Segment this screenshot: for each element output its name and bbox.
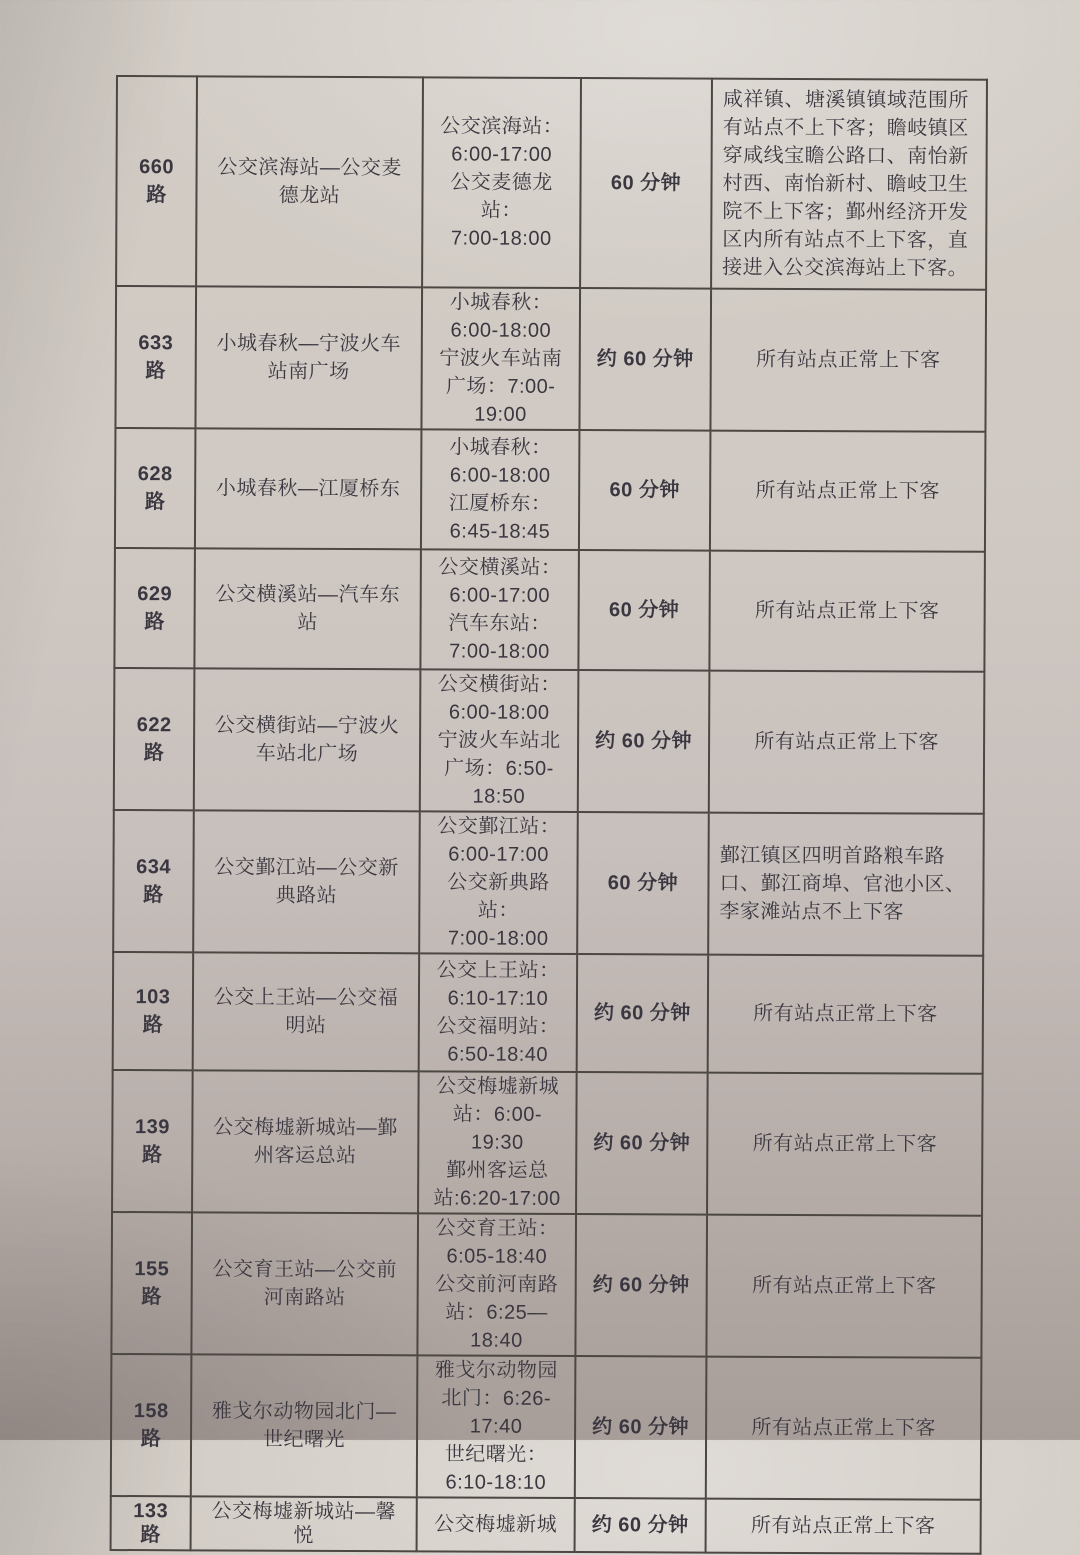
- bus-route-table: [110, 75, 986, 1555]
- route-number-cell: 633 路: [115, 286, 196, 428]
- table-row: [114, 668, 985, 814]
- route-number-cell: 622 路: [114, 668, 195, 810]
- note-cell: 所有站点正常上下客: [707, 1073, 983, 1216]
- route-number-cell: 103 路: [113, 952, 194, 1070]
- table-row: [113, 810, 984, 956]
- service-hours-cell: 小城春秋： 6:00-18:00 宁波火车站南广场：7:00-19:00: [421, 287, 580, 430]
- table-row: [115, 428, 986, 552]
- note-cell: 所有站点正常上下客: [709, 671, 985, 814]
- route-name-cell: 公交梅墟新城站—鄞州客运总站: [192, 1070, 419, 1213]
- route-name-cell: 公交鄞江站—公交新典路站: [193, 810, 420, 953]
- table-row: [114, 548, 985, 672]
- route-name-cell: 公交梅墟新城站—馨悦: [191, 1496, 417, 1551]
- interval-cell: 约 60 分钟: [577, 954, 709, 1073]
- route-name-cell: 小城春秋—宁波火车站南广场: [195, 286, 422, 429]
- route-name-cell: 小城春秋—江厦桥东: [195, 428, 422, 549]
- route-name-cell: 公交育王站—公交前河南路站: [191, 1212, 418, 1355]
- note-cell: 所有站点正常上下客: [710, 431, 986, 552]
- table-row: [111, 1212, 982, 1358]
- table-row: [113, 952, 984, 1074]
- service-hours-cell: 公交育王站： 6:05-18:40 公交前河南路站：6:25—18:40: [417, 1213, 576, 1356]
- table-row: [111, 1354, 982, 1500]
- service-hours-cell: 公交滨海站： 6:00-17:00 公交麦德龙站： 7:00-18:00: [422, 77, 581, 288]
- note-cell: 咸祥镇、塘溪镇镇域范围所有站点不上下客；瞻岐镇区穿咸线宝瞻公路口、南怡新村西、南怡新村、瞻岐卫生院不上下客；鄞州经济开发区内所有站点不上下客，直接进入公交滨海站上下客。: [711, 79, 987, 290]
- route-name-cell: 公交横溪站—汽车东站: [194, 548, 421, 669]
- route-adjustment-table: [110, 75, 988, 1555]
- service-hours-cell: 公交梅墟新城站：6:00-19:30 鄞州客运总站:6:20-17:00: [418, 1071, 577, 1214]
- interval-cell: 约 60 分钟: [576, 1072, 708, 1215]
- route-number-cell: 133 路: [111, 1496, 191, 1550]
- interval-cell: 约 60 分钟: [575, 1356, 707, 1499]
- route-number-cell: 634 路: [113, 810, 194, 952]
- service-hours-cell: 公交横溪站： 6:00-17:00 汽车东站： 7:00-18:00: [420, 549, 579, 670]
- interval-cell: 60 分钟: [579, 430, 711, 551]
- service-hours-cell: 公交横街站： 6:00-18:00 宁波火车站北广场：6:50-18:50: [420, 669, 579, 812]
- note-cell: 所有站点正常上下客: [709, 551, 985, 672]
- route-number-cell: 139 路: [112, 1070, 193, 1212]
- interval-cell: 60 分钟: [577, 812, 709, 955]
- route-number-cell: 155 路: [111, 1212, 192, 1354]
- table-row: [115, 286, 986, 432]
- route-name-cell: 公交上王站—公交福明站: [193, 952, 420, 1071]
- route-number-cell: 628 路: [115, 428, 196, 548]
- note-cell: 鄞江镇区四明首路粮车路口、鄞江商埠、官池小区、李家滩站点不上下客: [708, 813, 984, 956]
- interval-cell: 约 60 分钟: [578, 670, 710, 813]
- interval-cell: 约 60 分钟: [575, 1498, 706, 1553]
- route-name-cell: 公交横街站—宁波火车站北广场: [194, 668, 421, 811]
- table-row: [116, 76, 987, 290]
- service-hours-cell: 公交上王站： 6:10-17:10 公交福明站： 6:50-18:40: [419, 953, 578, 1072]
- route-number-cell: 660 路: [116, 76, 197, 286]
- interval-cell: 约 60 分钟: [579, 288, 711, 431]
- note-cell: 所有站点正常上下客: [706, 1499, 981, 1554]
- table-row: [112, 1070, 983, 1216]
- note-cell: 所有站点正常上下客: [710, 289, 986, 432]
- service-hours-cell: 小城春秋： 6:00-18:00 江厦桥东： 6:45-18:45: [421, 429, 580, 550]
- interval-cell: 60 分钟: [578, 550, 710, 671]
- note-cell: 所有站点正常上下客: [706, 1215, 982, 1358]
- route-table-body: [111, 76, 987, 1554]
- note-cell: 所有站点正常上下客: [706, 1357, 982, 1500]
- note-cell: 所有站点正常上下客: [708, 955, 984, 1074]
- route-number-cell: 629 路: [114, 548, 195, 668]
- service-hours-cell: 公交鄞江站： 6:00-17:00 公交新典路站： 7:00-18:00: [419, 811, 578, 954]
- table-row: [111, 1496, 981, 1554]
- service-hours-cell: 雅戈尔动物园北门：6:26-17:40 世纪曙光： 6:10-18:10: [417, 1355, 576, 1498]
- service-hours-cell: 公交梅墟新城: [417, 1497, 575, 1552]
- route-number-cell: 158 路: [111, 1354, 192, 1496]
- route-name-cell: 雅戈尔动物园北门—世纪曙光: [191, 1354, 418, 1497]
- interval-cell: 60 分钟: [580, 78, 712, 289]
- interval-cell: 约 60 分钟: [575, 1214, 707, 1357]
- route-name-cell: 公交滨海站—公交麦德龙站: [196, 76, 423, 287]
